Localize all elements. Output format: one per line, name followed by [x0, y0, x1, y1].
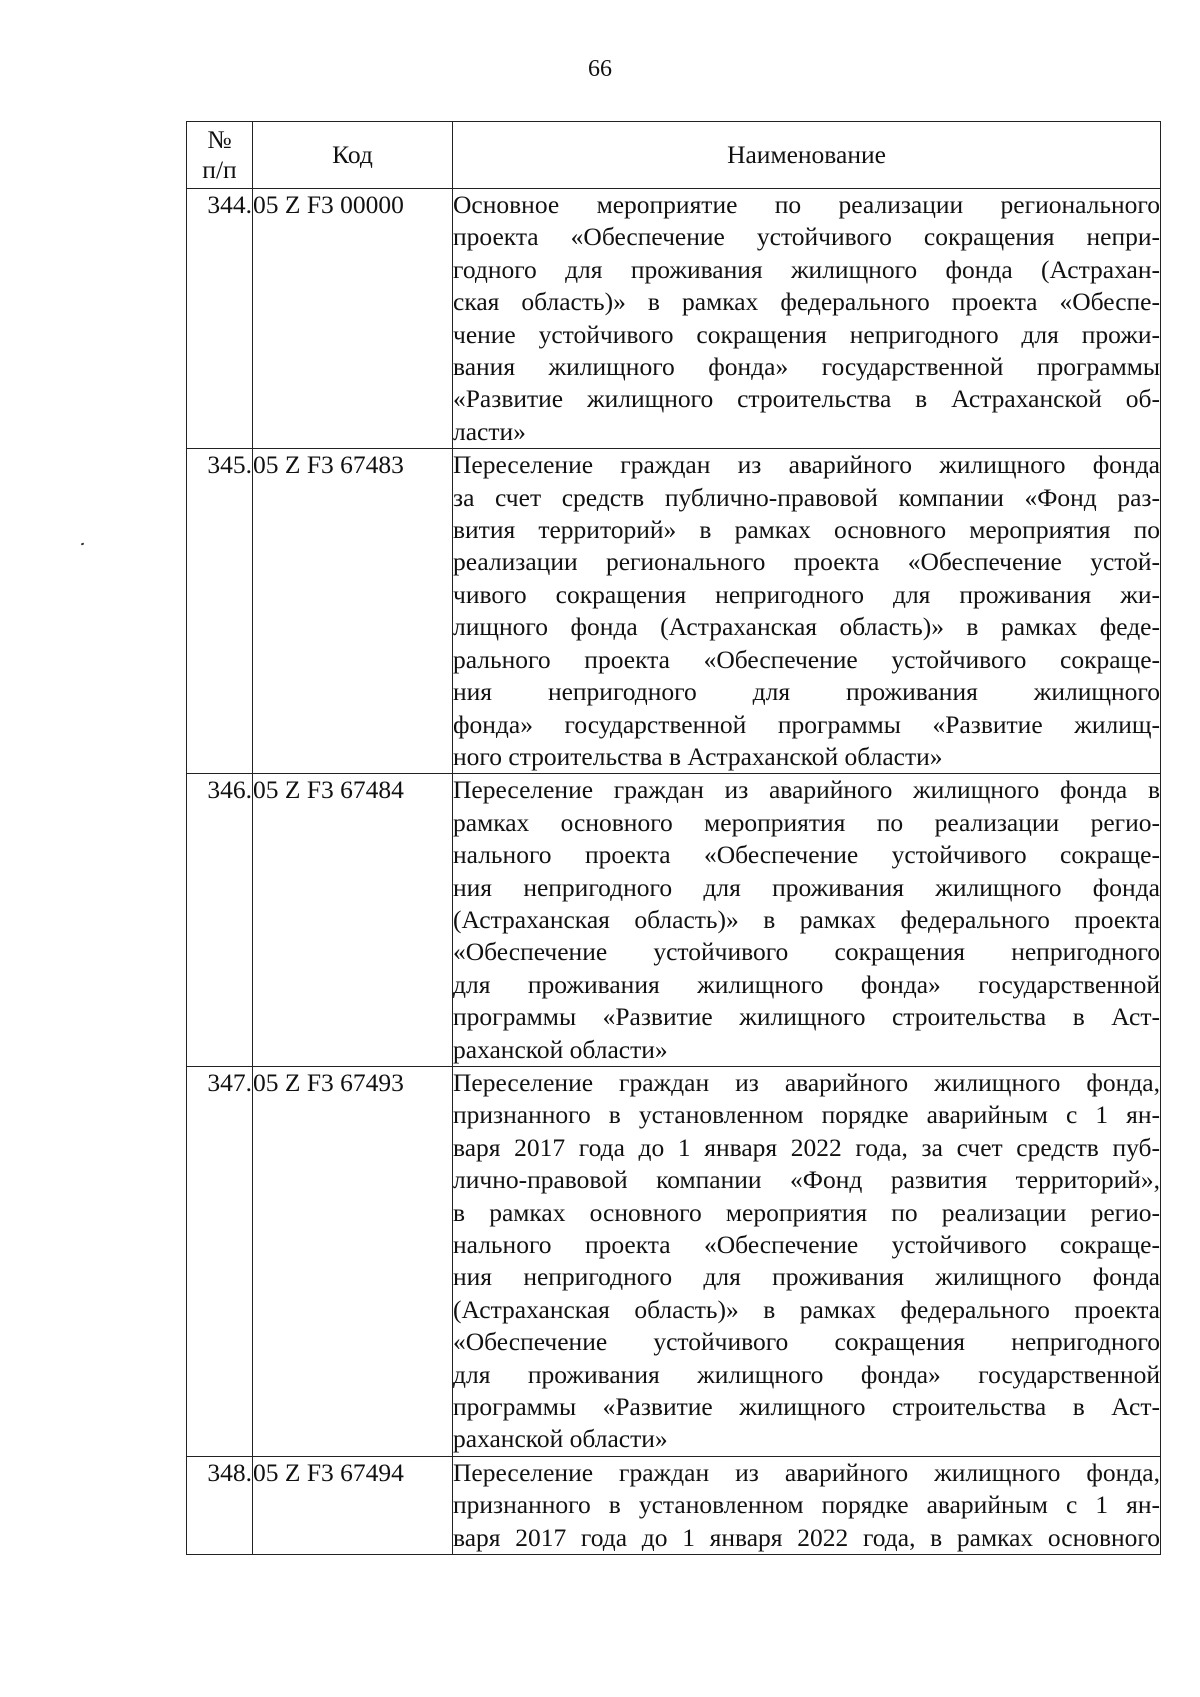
row-name	[453, 1066, 1161, 1456]
row-name-line: чивого сокращения непригодного для проживания жи-	[453, 579, 1160, 609]
row-name-line: лично-правовой компании «Фонд развития территорий»,	[453, 1165, 1160, 1195]
row-name-line: вания жилищного фонда» государственной программы	[453, 352, 1160, 382]
header-name: Наименование	[453, 122, 1161, 189]
table-row	[187, 1456, 1161, 1554]
row-name-line: Переселение граждан из аварийного жилищного фонда в	[453, 775, 1160, 805]
row-number: 348.	[187, 1456, 253, 1554]
row-name-line: Переселение граждан из аварийного жилищного фонда	[453, 450, 1160, 480]
table-header-row	[187, 122, 1161, 189]
table-row	[187, 189, 1161, 449]
row-name-line: ласти»	[453, 416, 526, 446]
row-name-line: ного строительства в Астраханской области»	[453, 741, 943, 771]
table-row	[187, 1066, 1161, 1456]
row-name-line: в рамках основного мероприятия по реализации регио-	[453, 1197, 1160, 1227]
row-name	[453, 449, 1161, 774]
row-name-line: ния непригодного для проживания жилищного фонда	[453, 872, 1160, 902]
row-name-line: Переселение граждан из аварийного жилищного фонда,	[453, 1457, 1160, 1487]
row-name-line: для проживания жилищного фонда» государственной	[453, 969, 1160, 999]
row-number: 344.	[187, 189, 253, 449]
row-name-line: вития территорий» в рамках основного мероприятия по	[453, 515, 1160, 545]
row-name-line: рального проекта «Обеспечение устойчивого сокраще-	[453, 644, 1160, 674]
row-name-line: за счет средств публично-правовой компании «Фонд раз-	[453, 482, 1160, 512]
header-code: Код	[253, 122, 453, 189]
row-name-line: рамках основного мероприятия по реализации регио-	[453, 807, 1160, 837]
row-name-line: программы «Развитие жилищного строительства в Аст-	[453, 1002, 1160, 1032]
row-name-line: годного для проживания жилищного фонда (Астрахан-	[453, 254, 1160, 284]
row-name-line: для проживания жилищного фонда» государственной	[453, 1359, 1160, 1389]
row-name-line: фонда» государственной программы «Развитие жилищ-	[453, 709, 1160, 739]
row-name-line: «Развитие жилищного строительства в Астраханской об-	[453, 384, 1160, 414]
header-number-abbr: п/п	[202, 155, 237, 184]
row-code: 05 Z F3 67483	[253, 449, 453, 774]
header-number	[187, 122, 253, 189]
header-number-symbol: №	[207, 125, 232, 154]
row-name-line: признанного в установленном порядке аварийным с 1 ян-	[453, 1100, 1160, 1130]
row-name-line: нального проекта «Обеспечение устойчивого сокраще-	[453, 840, 1160, 870]
row-name-line: Основное мероприятие по реализации регионального	[453, 190, 1160, 219]
row-name	[453, 189, 1161, 449]
row-name-line: (Астраханская область)» в рамках федерального проекта	[453, 1294, 1160, 1324]
row-code: 05 Z F3 67494	[253, 1456, 453, 1554]
row-name-line: проекта «Обеспечение устойчивого сокращения непри-	[453, 222, 1160, 252]
row-name-line: раханской области»	[453, 1424, 668, 1454]
row-name-line: программы «Развитие жилищного строительства в Аст-	[453, 1392, 1160, 1422]
row-name	[453, 1456, 1161, 1554]
row-name-line: варя 2017 года до 1 января 2022 года, в рамках основного	[453, 1522, 1160, 1552]
row-name-line: нального проекта «Обеспечение устойчивого сокраще-	[453, 1230, 1160, 1259]
row-name-line: «Обеспечение устойчивого сокращения непригодного	[453, 937, 1160, 967]
row-name-line: чение устойчивого сокращения непригодного для прожи-	[453, 319, 1160, 349]
row-number: 345.	[187, 449, 253, 774]
row-number: 346.	[187, 774, 253, 1067]
row-code: 05 Z F3 00000	[253, 189, 453, 449]
row-code: 05 Z F3 67484	[253, 774, 453, 1067]
budget-code-table	[186, 121, 1161, 1555]
row-name-line: признанного в установленном порядке аварийным с 1 ян-	[453, 1490, 1160, 1520]
row-code: 05 Z F3 67493	[253, 1066, 453, 1456]
row-number: 347.	[187, 1066, 253, 1456]
row-name-line: ния непригодного для проживания жилищного	[453, 677, 1160, 707]
row-name	[453, 774, 1161, 1067]
row-name-line: ская область)» в рамках федерального проекта «Обеспе-	[453, 287, 1160, 317]
table-row	[187, 774, 1161, 1067]
row-name-line: раханской области»	[453, 1034, 668, 1064]
row-name-line: ния непригодного для проживания жилищного фонда	[453, 1262, 1160, 1292]
row-name-line: Переселение граждан из аварийного жилищного фонда,	[453, 1067, 1160, 1097]
row-name-line: (Астраханская область)» в рамках федерального проекта	[453, 904, 1160, 934]
row-name-line: «Обеспечение устойчивого сокращения непригодного	[453, 1327, 1160, 1357]
scan-speck	[81, 543, 85, 546]
row-name-line: лищного фонда (Астраханская область)» в рамках феде-	[453, 612, 1160, 642]
row-name-line: варя 2017 года до 1 января 2022 года, за счет средств пуб-	[453, 1132, 1160, 1162]
row-name-line: реализации регионального проекта «Обеспечение устой-	[453, 547, 1160, 577]
page-number: 66	[588, 56, 612, 82]
table-row	[187, 449, 1161, 774]
